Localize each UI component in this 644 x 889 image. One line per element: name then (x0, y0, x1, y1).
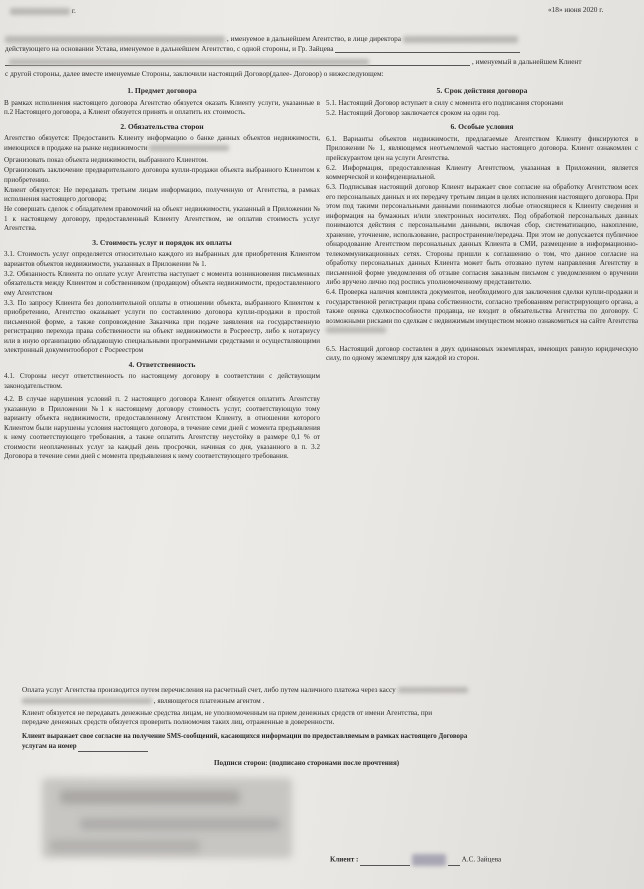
section-2-p3: Организовать заключение предварительного договора купли-продажи объекта выбранного Клиентом к приобретению. (4, 166, 320, 184)
section-6-p5: 6.5. Настоящий договор составлен в двух одинаковых экземплярах, имеющих равную юридическую силу, по одному экземпляру для каждой из сторон. (326, 344, 638, 362)
client-name: А.С. Зайцева (461, 855, 502, 864)
redacted-city (10, 8, 70, 15)
section-2-p1: Агентство обязуется: Предоставить Клиенту информацию о банке данных объектов недвижимости, имеющихся в продаже на рынке недвижимости (4, 134, 320, 152)
section-2-title: 2. Обязательства сторон (120, 121, 204, 131)
section-6-p1: 6.1. Варианты объектов недвижимости, предлагаемые Агентством Клиенту фиксируются в Приложении № 1, являющемся неотъемлемой частью настоящего договора. Клиент ознакомлен с прейскурантом цен на услуги Агентства. (326, 134, 638, 162)
section-6-title: 6. Особые условия (450, 122, 514, 131)
contract-city-line (10, 6, 76, 15)
section-1-title: 1. Предмет договора (127, 86, 197, 95)
section-3-p1: 3.1. Стоимость услуг определяется относительно каждого из выбранных для приобретения Клиентом вариантов объектов недвижимости, указанных в Приложении № 1. (4, 250, 320, 268)
section-3-p2: 3.2. Обязанность Клиента по оплате услуг Агентства наступает с момента возникновения письменных обязательств между Клиентом и собственником (продавцом) объекта недвижимости, предоставленного ему Агентством (4, 269, 320, 297)
contract-date: «18» июня 2020 г. (548, 5, 604, 14)
client-label: Клиент : (330, 855, 359, 864)
section-5-p1: 5.1. Настоящий Договор вступает в силу с момента его подписания сторонами (326, 98, 564, 107)
redacted-cashier (398, 687, 468, 693)
section-2-p5: Не совершать сделок с обладателем правомочий на объект недвижимости, указанный в Приложении № 1 к настоящему договору, предоставленный Клиенту Агентством, не оплатив стоимость услуг Агентства. (4, 205, 320, 232)
city-suffix: г. (71, 6, 76, 15)
intro-line-1: , именуемое в дальнейшем Агентство, в лице директора (5, 34, 639, 43)
redacted-payment-agent (22, 698, 152, 704)
section-4-p1: 4.1. Стороны несут ответственность по настоящему договору в соответствии с действующим законодательством. (4, 372, 320, 390)
sms-consent-line-1: Клиент выражает свое согласие на получение SMS-сообщений, касающихся информации по предоставляемым в рамках настоящего Договора (22, 733, 468, 740)
section-3-p3: 3.3. По запросу Клиента без дополнительной оплаты в отношении объекта, выбранного Клиентом к приобретению, Агентство оказывает услуги по составлению договора купли-продажи в простой письменной форме, а также сопровождение Заказчика при подаче заявления на государственную регистрацию перехода права собственности на объект недвижимости в Росреестр, либо к нотариусу или в иную организацию обладающую специальными программными средствами и осуществляющими электронный документооборот с Росреестром (4, 298, 320, 354)
section-3-title: 3. Стоимость услуг и порядок их оплаты (92, 237, 232, 247)
section-1-text: В рамках исполнения настоящего договора Агентство обязуется оказать Клиенту услуги, указанные в п.2 Настоящего договора, а Клиент обязуется принять и оплатить их стоимость. (4, 98, 320, 116)
payment-line-2: , являющегося платежным агентом . (22, 697, 264, 707)
section-2-p2: Организовать показ объекта недвижимости, выбранного Клиентом. (4, 156, 209, 164)
redacted-agency-site (326, 327, 386, 333)
section-5-p2: 5.2. Настоящий Договор заключается сроком на один год. (326, 108, 500, 117)
redacted-agency-name (5, 36, 225, 43)
client-signature-line (330, 854, 501, 866)
client-obligation-line-1: Клиент обязуется не передавать денежные средства лицам, не уполномоченным на прием денежных средств от имени Агентства, при (22, 709, 433, 717)
phone-number-field (78, 743, 148, 752)
payment-line-1: Оплата услуг Агентства производится путем перечисления на расчетный счет, либо путем наличного платежа через кассу (22, 686, 468, 696)
section-5-title: 5. Срок действия договора (436, 86, 528, 95)
section-6-p4: 6.4. Проверка наличия комплекта документов, необходимого для заключения сделки купли-продажи и государственной регистрации права собственности, согласно требованиям регистрирующего органа, а также оценка сделкоспособности продавца, не входит в обязательства Агентства по договору. С возможными рисками по сделкам с недвижимым имуществом можно ознакомиться на сайте Агентства (326, 288, 638, 336)
section-2-p4: Клиент обязуется: Не передавать третьим лицам информацию, полученную от Агентства, в рамках исполнения настоящего договора; (4, 185, 320, 203)
intro-line-4: с другой стороны, далее вместе именуемые Стороны, заключили настоящий Договор(далее- Договор) о нижеследующем: (5, 69, 384, 78)
redacted-client-signature (412, 854, 446, 866)
signatures-title: Подписи сторон: (подписано сторонами после прочтения) (214, 759, 400, 767)
section-4-title: 4. Ответственность (128, 359, 196, 369)
redacted-website (149, 145, 229, 151)
right-column (326, 82, 638, 364)
redacted-client-details (9, 59, 369, 65)
sms-consent-line-2: услугам на номер (22, 742, 148, 752)
intro-line-3: , именуемый в дальнейшем Клиент (5, 57, 582, 66)
left-column (4, 82, 320, 462)
intro-line-2: действующего на основании Устава, именуемое в дальнейшем Агентство, с одной стороны, и Гр. Зайцева (5, 44, 520, 53)
section-4-p2: 4.2. В случае нарушения условий п. 2 настоящего договора Клиент обязуется оплатить Агентству указанную в Приложении №1 к настоящему договору стоимость услуг, соответствующую тому варианту объекта недвижимости, предоставленному Агентством Клиенту, в отношении которого Клиентом были нарушены условия настоящего договора, в течение семи дней с момента предъявления к нему соответствующего требования, а также оплатить Агентству неустойку в размере 0,1 % от стоимости неоплаченных услуг за каждый день просрочки, начиная со дня, указанного в п. 3.2 Договора в течение семи дней с момента предъявления к нему соответствующего требования. (4, 395, 320, 460)
section-6-p3: 6.3. Подписывая настоящий договор Клиент выражает свое согласие на обработку Агентством всех его персональных данных и их передачу третьим лицам в целях исполнения настоящего договора. При этом под такими персональными данными понимаются любые относящиеся к Клиенту сведения и информация на бумажных и/или электронных носителях. Под обработкой персональных данных понимаются действия с персональными данными, включая сбор, систематизацию, накопление, хранение, уточнение, использование, распространение/передача. При этом не допускается публичное обнародование Агентством персональных данных Клиента в СМИ, размещение в информационно-телекоммуникационных сетях. Стороны пришли к соглашению о том, что данное согласие на обработку персональных данных Клиента может быть отозвано путем направления Агентству в письменной форме уведомления об отзыве согласия заказным письмом с уведомлением о вручении либо вручено лично под роспись уполномоченному представителю. (326, 183, 638, 286)
section-6-p2: 6.2. Информация, предоставленная Клиенту Агентством, указанная в Приложении, является коммерческой и конфиденциальной. (326, 163, 638, 181)
client-obligation-line-2: передаче денежных средств обязуется проверить полномочия таких лиц, отраженные в доверенности. (22, 718, 335, 726)
redacted-director-name (403, 36, 518, 43)
